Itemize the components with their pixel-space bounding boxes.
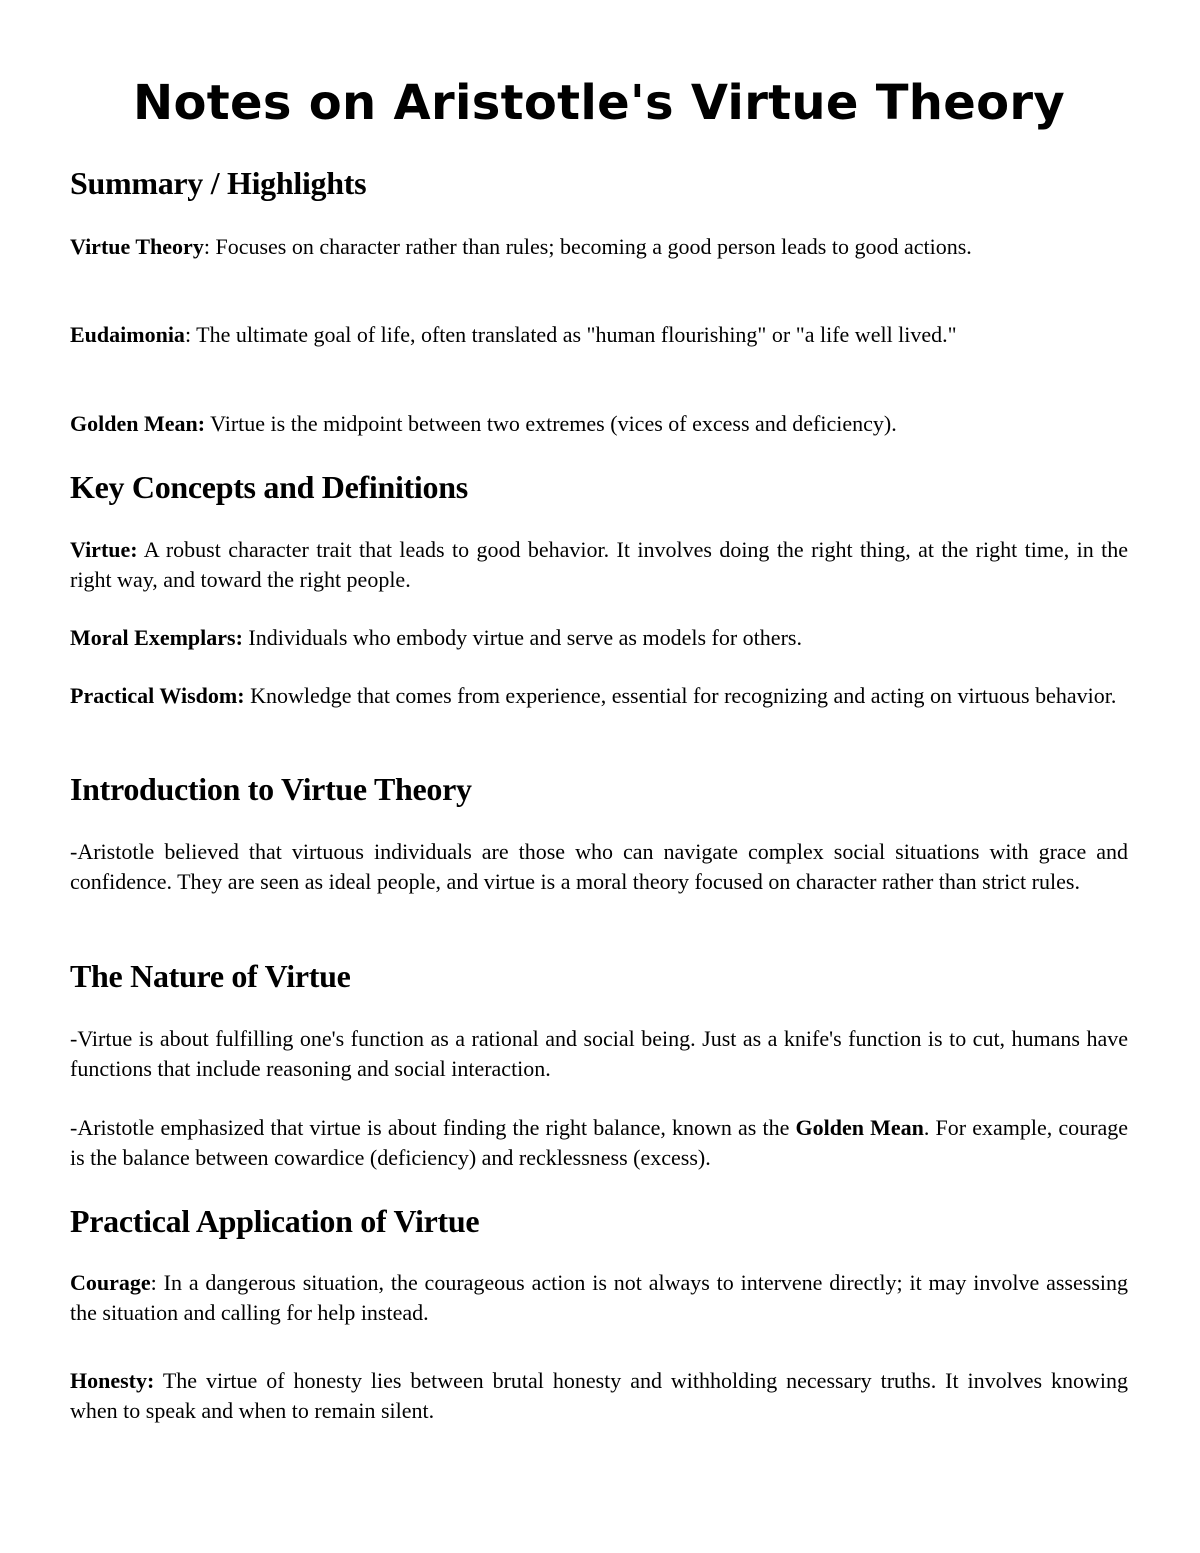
term-separator: : [150,1270,157,1295]
section-nature-of-virtue [70,957,1128,995]
term: Courage [70,1270,151,1295]
section-heading: Practical Application of Virtue [70,1203,480,1239]
application-item-honesty [70,1366,1128,1426]
definition-text: Knowledge that comes from experience, essential for recognizing and acting on virtuous behavior. [244,683,1117,708]
introduction-paragraph [70,837,1128,897]
paragraph-text: -Aristotle believed that virtuous individuals are those who can navigate complex social situations with grace and confidence. They are seen as ideal people, and virtue is a moral theory focused on character rather than strict rules. [70,839,1128,894]
summary-item-golden-mean [70,409,1128,439]
section-key-concepts [70,468,1128,506]
document-title: Notes on Aristotle's Virtue Theory [133,75,1065,131]
nature-paragraph-function [70,1024,1128,1084]
term: Honesty [70,1368,147,1393]
definition-text: Individuals who embody virtue and serve as models for others. [242,625,802,650]
section-heading: Summary / Highlights [70,165,367,201]
term: Virtue Theory [70,234,204,259]
term-separator: : [203,234,210,259]
definition-text: A robust character trait that leads to good behavior. It involves doing the right thing, at the right time, in the right way, and toward the right people. [70,537,1128,592]
section-introduction [70,770,1128,808]
section-summary [70,164,1128,202]
term: Golden Mean: [70,411,206,436]
term: Virtue: [70,537,138,562]
summary-item-virtue-theory [70,232,1128,262]
section-heading: Introduction to Virtue Theory [70,771,472,807]
paragraph-text: -Virtue is about fulfilling one's function as a rational and social being. Just as a knife's function is to cut, humans have functions that include reasoning and social interaction. [70,1026,1128,1081]
nature-paragraph-golden-mean [70,1113,1128,1173]
definition-text: Focuses on character rather than rules; becoming a good person leads to good actions. [209,234,972,259]
section-heading: The Nature of Virtue [70,958,351,994]
definition-text: The virtue of honesty lies between brutal honesty and withholding necessary truths. It involves knowing when to speak and when to remain silent. [70,1368,1128,1423]
section-heading: Key Concepts and Definitions [70,469,468,505]
paragraph-text-after: . For example, courage is the balance between cowardice (deficiency) and recklessness (excess). [70,1115,1128,1170]
term: Golden Mean [795,1115,924,1140]
summary-item-eudaimonia [70,320,1128,350]
term: Eudaimonia [70,322,185,347]
term: Practical Wisdom: [70,683,245,708]
concept-item-practical-wisdom [70,681,1128,711]
term: Moral Exemplars: [70,625,243,650]
concept-item-moral-exemplars [70,623,1128,653]
section-practical-application [70,1202,1128,1240]
definition-text: In a dangerous situation, the courageous action is not always to intervene directly; it may involve assessing the situation and calling for help instead. [70,1270,1128,1325]
term-separator: : [147,1368,155,1393]
term-separator: : [184,322,192,347]
paragraph-text-before: -Aristotle emphasized that virtue is about finding the right balance, known as the [70,1115,796,1140]
application-item-courage [70,1268,1128,1328]
concept-item-virtue [70,535,1128,595]
definition-text: Virtue is the midpoint between two extremes (vices of excess and deficiency). [205,411,897,436]
definition-text: The ultimate goal of life, often translated as "human flourishing" or "a life well lived." [191,322,957,347]
